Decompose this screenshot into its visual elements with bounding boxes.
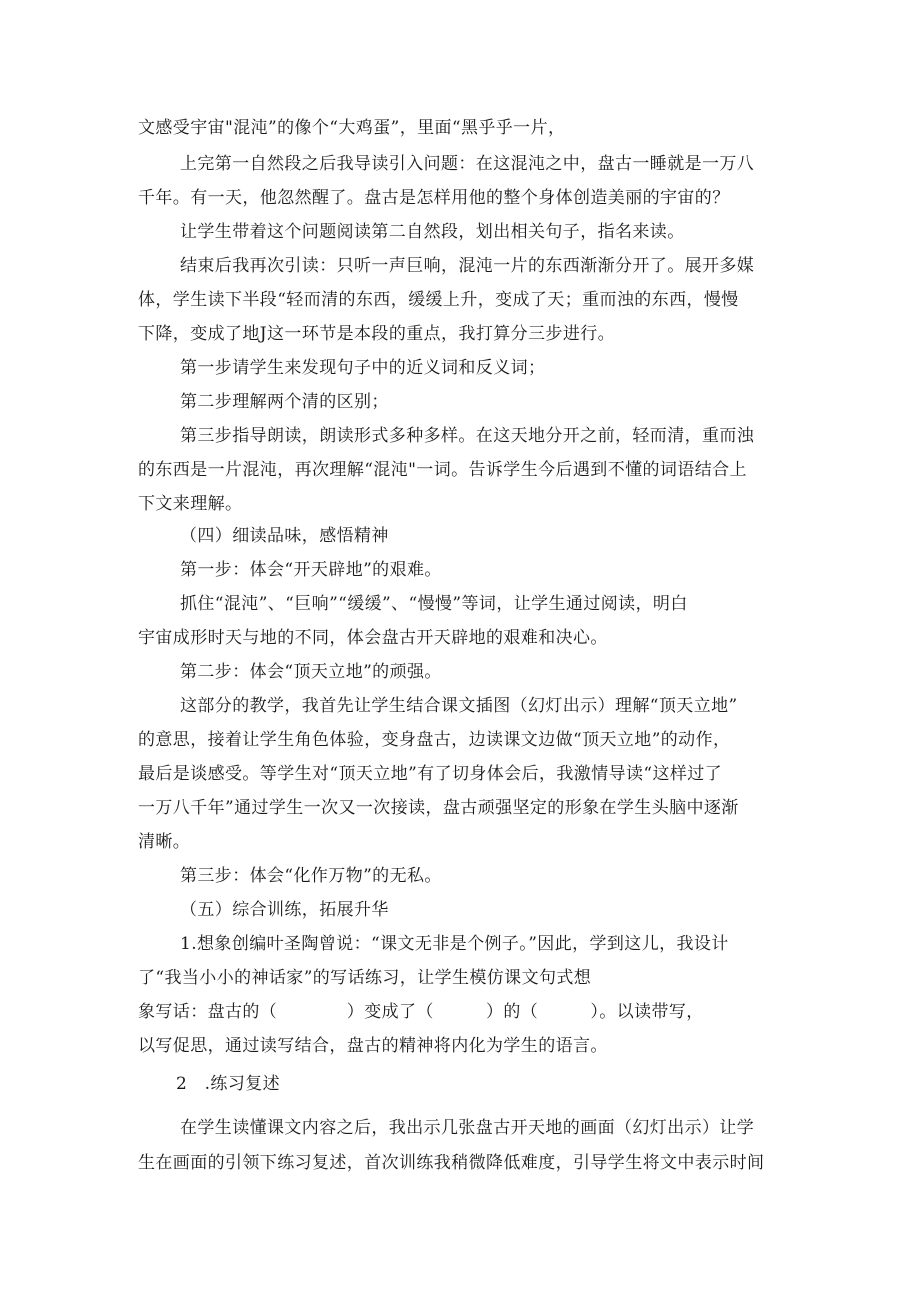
text-line: 的意思，接着让学生角色体验，变身盘古，边读课文边做“顶天立地”的动作， <box>138 730 731 750</box>
text-line: 以写促思，通过读写结合，盘古的精神将内化为学生的语言。 <box>138 1036 608 1056</box>
text-line: 第一步请学生来发现句子中的近义词和反义词； <box>180 358 546 378</box>
text-line: 一万八千年”通过学生一次又一次接读，盘古顽强坚定的形象在学生头脑中逐渐 <box>138 798 739 818</box>
text-line: 抓住“混沌”、“巨响”“缓缓”、“慢慢”等词，让学生通过阅读，明白 <box>180 594 688 614</box>
text-line: 清晰。 <box>138 832 191 852</box>
text-line: 让学生带着这个问题阅读第二自然段，划出相关句子，指名来读。 <box>180 222 685 242</box>
text-line: 这部分的教学，我首先让学生结合课文插图（幻灯出示）理解“顶天立地” <box>180 696 738 716</box>
text-line: 文感受宇宙"混沌”的像个“大鸡蛋”，里面“黑乎乎一片， <box>138 118 566 138</box>
text-line: 第三步：体会“化作万物”的无私。 <box>180 866 442 886</box>
text-line: 下文来理解。 <box>138 494 243 514</box>
text-line: 宇宙成形时天与地的不同，体会盘古开天辟地的艰难和决心。 <box>138 628 608 648</box>
text-line: 第一步：体会“开天辟地”的艰难。 <box>180 560 442 580</box>
text-line: 了“我当小小的神话家”的写话练习，让学生模仿课文句式想 <box>138 968 592 988</box>
text-line: 象写话：盘古的（ ）变成了（ ）的（ ）。以读带写， <box>138 1002 704 1022</box>
text-line: 的东西是一片混沌，再次理解“混沌"一词。告诉学生今后遇到不懂的词语结合上 <box>138 460 747 480</box>
text-line: 下降，变成了地J这一环节是本段的重点，我打算分三步进行。 <box>138 324 616 344</box>
text-line: 最后是谈感受。等学生对“顶天立地”有了切身体会后，我激情导读“这样过了 <box>138 764 723 784</box>
text-line: 上完第一自然段之后我导读引入问题：在这混沌之中，盘古一睡就是一万八 <box>180 154 755 174</box>
list-heading: 2 .练习复述 <box>176 1074 281 1094</box>
text-line: 1.想象创编叶圣陶曾说：“课文无非是个例子。”因此，学到这儿，我设计 <box>180 934 729 954</box>
section-heading: （四）细读品味，感悟精神 <box>180 526 389 546</box>
text-line: 第二步理解两个清的区别； <box>180 392 389 412</box>
text-line: 在学生读懂课文内容之后，我出示几张盘古开天地的画面（幻灯出示）让学 <box>180 1118 755 1138</box>
text-line: 第二步：体会“顶天立地”的顽强。 <box>180 662 442 682</box>
text-line: 生在画面的引领下练习复述，首次训练我稍微降低难度，引导学生将文中表示时间 <box>138 1153 765 1173</box>
section-heading: （五）综合训练，拓展升华 <box>180 900 389 920</box>
text-line: 第三步指导朗读，朗读形式多种多样。在这天地分开之前，轻而清，重而浊 <box>180 426 755 446</box>
text-line: 千年。有一天，他忽然醒了。盘古是怎样用他的整个身体创造美丽的宇宙的？ <box>138 188 730 208</box>
text-line: 结束后我再次引读：只听一声巨响，混沌一片的东西渐渐分开了。展开多媒 <box>180 256 755 276</box>
text-line: 体，学生读下半段“轻而清的东西，缓缓上升，变成了天；重而浊的东西，慢慢 <box>138 290 739 310</box>
